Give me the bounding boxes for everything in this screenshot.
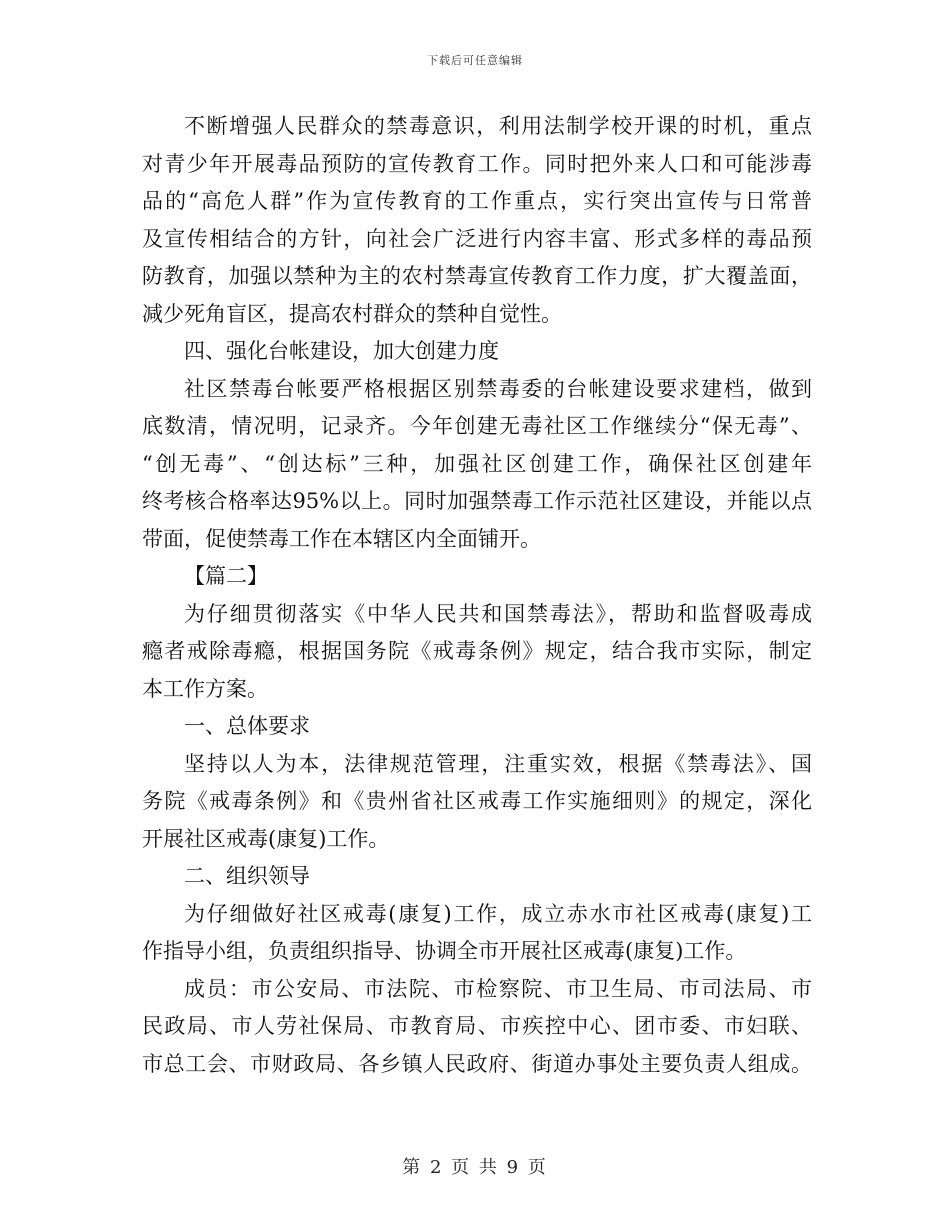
text-line: 品的“高危人群”作为宣传教育的工作重点，实行突出宣传与日常普 [142, 189, 812, 213]
text-line: 瘾者戒除毒瘾，根据国务院《戒毒条例》规定，结合我市实际，制定 [142, 639, 812, 663]
text-line: 终考核合格率达95%以上。同时加强禁毒工作示范社区建设，并能以点 [142, 489, 812, 513]
text-line: 对青少年开展毒品预防的宣传教育工作。同时把外来人口和可能涉毒 [142, 151, 812, 176]
text-line: 为仔细贯彻落实《中华人民共和国禁毒法》，帮助和监督吸毒成 [184, 601, 812, 626]
text-line: 坚持以人为本，法律规范管理，注重实效，根据《禁毒法》、国 [184, 751, 812, 776]
text-line: 底数清，情况明，记录齐。今年创建无毒社区工作继续分“保无毒”、 [142, 414, 812, 438]
text-line: 本工作方案。 [142, 676, 268, 701]
text-line: 开展社区戒毒(康复)工作。 [142, 826, 390, 851]
document-body [142, 108, 812, 1083]
text-line: 社区禁毒台帐要严格根据区别禁毒委的台帐建设要求建档，做到 [184, 376, 812, 401]
text-line: 减少死角盲区，提高农村群众的禁种自觉性。 [142, 301, 562, 326]
text-line: 成员：市公安局、市法院、市检察院、市卫生局、市司法局、市 [184, 976, 812, 1001]
text-line: 市总工会、市财政局、各乡镇人民政府、街道办事处主要负责人组成。 [142, 1051, 812, 1076]
text-line: 带面，促使禁毒工作在本辖区内全面铺开。 [142, 526, 541, 551]
text-line: 不断增强人民群众的禁毒意识，利用法制学校开课的时机，重点 [184, 114, 812, 138]
text-line: 为仔细做好社区戒毒(康复)工作，成立赤水市社区戒毒(康复)工 [184, 901, 812, 926]
text-line: 【篇二】 [184, 564, 268, 588]
text-line: 作指导小组，负责组织指导、协调全市开展社区戒毒(康复)工作。 [142, 939, 747, 963]
text-line: 防教育，加强以禁种为主的农村禁毒宣传教育工作力度，扩大覆盖面， [142, 264, 812, 288]
page-header: 下载后可任意编辑 [427, 54, 523, 67]
page-number: 第 2 页 共 9 页 [402, 1157, 548, 1178]
text-line: 民政局、市人劳社保局、市教育局、市疾控中心、团市委、市妇联、 [142, 1014, 812, 1038]
text-line: 务院《戒毒条例》和《贵州省社区戒毒工作实施细则》的规定，深化 [142, 789, 812, 813]
text-line: 二、组织领导 [184, 864, 310, 888]
text-line: “创无毒”、“创达标”三种，加强社区创建工作，确保社区创建年 [142, 451, 812, 476]
text-line: 四、强化台帐建设，加大创建力度 [184, 339, 499, 363]
text-line: 及宣传相结合的方针，向社会广泛进行内容丰富、形式多样的毒品预 [142, 226, 812, 251]
text-line: 一、总体要求 [184, 714, 310, 738]
